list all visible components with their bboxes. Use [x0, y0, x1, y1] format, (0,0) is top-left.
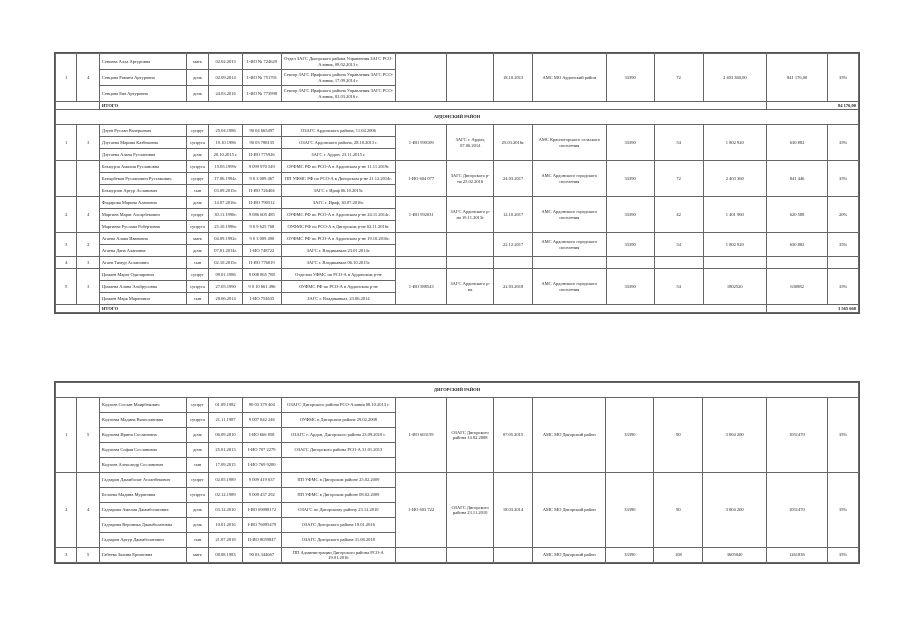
- member-relation: дочь: [186, 518, 208, 533]
- registry-office: [447, 548, 494, 563]
- member-issuer: ОЗАГС Дигорского района 31.08.2018: [281, 533, 395, 548]
- subsidy-percent: 35%: [828, 269, 859, 305]
- member-name: Габеева Залина Ерназовна: [99, 548, 186, 563]
- total-cost: 1802520: [703, 269, 766, 305]
- member-relation: дочь: [186, 503, 208, 518]
- member-document: I-ИО 707 2279: [242, 443, 281, 458]
- member-birthdate: 21.11.1987: [209, 413, 243, 428]
- subsidy-amount: 841 176,00: [766, 54, 827, 102]
- member-document: 1-ИО № 773998: [242, 86, 281, 102]
- total-cost: 1 802 920: [703, 233, 766, 257]
- member-name: Дзугаева Марина Казбековна: [99, 137, 186, 149]
- table-row: [56, 398, 859, 413]
- member-name: Кодзоева Мадина Вячеславовна: [99, 413, 186, 428]
- decision-date: 25.03.2016г.: [494, 125, 533, 161]
- price-per-sqm: 33390: [606, 197, 654, 233]
- member-name: Гадзарова Амелия Джамболатовна: [99, 503, 186, 518]
- row-index: 1: [56, 398, 77, 473]
- member-issuer: ЗАГС г. Владикавказ 23.01.2014г.: [281, 245, 395, 257]
- member-name: Белоева Мадина Муратовна: [99, 488, 186, 503]
- certificate-number: 1-ИО 590109: [396, 125, 447, 161]
- registry-office: ЗАГС Ардонского р-на: [447, 269, 494, 305]
- member-relation: супруга: [186, 488, 208, 503]
- authority-name: АМС МО Дигорский район: [532, 548, 606, 563]
- member-relation: супруга: [186, 221, 208, 233]
- member-relation: сын: [186, 293, 208, 305]
- authority-name: АМС Ардонского городского поселения: [533, 233, 607, 257]
- table-row: [56, 197, 859, 209]
- member-document: 90 03 344667: [242, 548, 281, 563]
- member-birthdate: 15.05.1999г: [209, 161, 243, 173]
- decision-date: 22.03.2018: [494, 269, 533, 305]
- registry-office: ЗАГС г. Ардон, 07.06.2014: [447, 125, 494, 161]
- price-per-sqm: 33390: [606, 473, 654, 548]
- member-document: I-ИО 69088172: [242, 503, 281, 518]
- family-size: 3: [77, 125, 99, 161]
- member-document: I-ИО 76095479: [242, 518, 281, 533]
- subsidy-amount: 841 446: [766, 161, 827, 197]
- member-relation: супруг: [186, 173, 208, 185]
- member-relation: мать: [186, 54, 208, 70]
- area-norm: 90: [654, 473, 703, 548]
- authority-name: [533, 257, 607, 269]
- table-row: [56, 54, 859, 70]
- member-issuer: Отделом УФМС по РСО-А в Ардонском р-не: [281, 269, 395, 281]
- member-issuer: ЗАГС г. Владикавказ, 23.06.2014: [281, 293, 395, 305]
- member-birthdate: 17.06.1994г.: [209, 173, 243, 185]
- member-name: Маргиева Руслана Робертовна: [99, 221, 186, 233]
- table-row: [56, 257, 859, 269]
- table-row: [56, 233, 859, 245]
- certificate-number: 1-ИО 603159: [396, 398, 447, 473]
- member-issuer: ОЗАГС Дигорского района РСО-А 31.01.2013: [281, 443, 395, 458]
- family-size: [77, 161, 99, 197]
- member-document: 9 008 865 788: [242, 269, 281, 281]
- member-relation: супруга: [186, 281, 208, 293]
- member-relation: супруга: [186, 413, 208, 428]
- total-label: ИТОГО: [99, 102, 766, 110]
- member-relation: дочь: [186, 443, 208, 458]
- member-document: 1-ИО № 724629: [242, 54, 281, 70]
- member-relation: мать: [186, 233, 208, 245]
- member-birthdate: 02.12.1989: [209, 488, 243, 503]
- certificate-number: 1-ИО 603 722: [396, 473, 447, 548]
- member-issuer: ЗАГС г. Ираф 06.10.2015г.: [281, 185, 395, 197]
- member-document: 9 009 437 292: [242, 488, 281, 503]
- member-relation: супруг: [186, 209, 208, 221]
- member-birthdate: 09.01.1986: [209, 269, 243, 281]
- member-relation: сын: [186, 458, 208, 473]
- area-norm: [654, 257, 703, 269]
- authority-name: АМС Ардонского городского поселения: [533, 269, 607, 305]
- authority-name: АМС МО Ардонский район: [533, 54, 607, 102]
- member-name: Цомаева Алана Эльбрусовна: [99, 281, 186, 293]
- member-name: Сенцова Рамита Артуровна: [99, 70, 186, 86]
- subsidy-percent: 35%: [828, 54, 859, 102]
- subsidy-percent: 35%: [828, 473, 859, 548]
- member-birthdate: 02.09.2014: [209, 70, 243, 86]
- row-index: 3: [56, 548, 77, 563]
- member-birthdate: 02.10.2015г.: [209, 257, 243, 269]
- member-document: 9 0 3 009 467: [242, 173, 281, 185]
- member-issuer: ОЗАГС по Дигорскому району 23.12.2010: [281, 503, 395, 518]
- price-per-sqm: 33390: [606, 54, 654, 102]
- table-row: [56, 125, 859, 137]
- member-issuer: [281, 458, 395, 473]
- total-cost: 3605040: [703, 548, 766, 563]
- price-per-sqm: 33390: [606, 161, 654, 197]
- member-name: Сеньева Алла Артуровна: [99, 54, 186, 70]
- member-relation: дочь: [186, 86, 208, 102]
- member-name: Гадзаров Артур Джамболатович: [99, 533, 186, 548]
- decision-date: 07.05.2015: [494, 398, 533, 473]
- member-relation: супруг: [186, 473, 208, 488]
- member-document: 9 0 10 661 496: [242, 281, 281, 293]
- family-size: 5: [77, 548, 99, 563]
- total-sum: 84 176,00: [766, 102, 858, 110]
- member-name: Кодзоев Александр Сосланович: [99, 458, 186, 473]
- member-name: Кодзоева Ирина Сослановна: [99, 428, 186, 443]
- member-birthdate: 01.09.1982: [209, 398, 243, 413]
- price-per-sqm: 33390: [606, 233, 654, 257]
- decision-date: 18.10.2013: [494, 54, 533, 102]
- member-document: 9 009 419 637: [242, 473, 281, 488]
- member-birthdate: 06.09.2010: [209, 428, 243, 443]
- member-issuer: ЗАГС г. Владикавказ 06.10.2015г.: [281, 257, 395, 269]
- row-index: 2: [56, 473, 77, 548]
- member-birthdate: 19.10.1986: [209, 137, 243, 149]
- member-issuer: ПП УФМС РФ по РСО-А в Дигорском р-не 21.12.2014г.: [281, 173, 395, 185]
- member-issuer: ЗАГС г. Ардон, 23.11.2015 г.: [281, 149, 395, 161]
- member-relation: супруг: [186, 269, 208, 281]
- member-name: Дзугаева Алана Руслановна: [99, 149, 186, 161]
- member-name: Бекмурза Амалия Руслановна: [99, 161, 186, 173]
- total-cost: 1 802 920: [703, 125, 766, 161]
- member-issuer: ОУФМС РФ по РСО-А в Ардонском р-не 11.11.2019г.: [281, 161, 395, 173]
- total-cost: 2 403 360: [703, 161, 766, 197]
- member-issuer: ЗАГС г. Ираф, 30.07.2016г.: [281, 197, 395, 209]
- member-document: II-ИО 775926: [242, 149, 281, 161]
- member-birthdate: 21.07.2018: [209, 533, 243, 548]
- member-issuer: ОУФМС РФ по РСО-А в Дигорском р-не 02.11.2016г.: [281, 221, 395, 233]
- member-relation: мать: [186, 548, 208, 563]
- row-index: 1: [56, 54, 77, 102]
- price-per-sqm: 33390: [606, 269, 654, 305]
- member-document: I-ИО 769 9200: [242, 458, 281, 473]
- subsidy-amount: 620 588: [766, 197, 827, 233]
- area-norm: 108: [654, 548, 703, 563]
- area-norm: 54: [654, 269, 703, 305]
- total-spacer: [56, 305, 100, 313]
- row-index: 4: [56, 257, 77, 269]
- decision-date: [494, 257, 533, 269]
- page-lower-table: [54, 381, 860, 564]
- subsidy-amount: 1051470: [766, 473, 827, 548]
- member-issuer: ОУФМС в Дигорском районе 29.02.2008: [281, 413, 395, 428]
- region-title: АРДОНСКИЙ РАЙОН: [56, 110, 859, 125]
- member-relation: дочь: [186, 70, 208, 86]
- member-document: 9 099 970 549: [242, 161, 281, 173]
- member-name: Бекмурзов Артур Асланович: [99, 185, 186, 197]
- member-issuer: ПП УФМС в Дигорском районе 08.02.2009: [281, 488, 395, 503]
- table-row: [56, 473, 859, 488]
- member-issuer: ОЗАГС Дигорского района 19.01.2016: [281, 518, 395, 533]
- member-relation: дочь: [186, 149, 208, 161]
- subsidy-amount: [766, 257, 827, 269]
- member-issuer: ОЗАГС Ардонского района, 11.04.2006: [281, 125, 395, 137]
- family-size: 3: [77, 269, 99, 305]
- authority-name: АМС МО Дигорский район: [532, 398, 606, 473]
- member-birthdate: 08.08.1983: [209, 548, 243, 563]
- subsidy-percent: [828, 257, 859, 269]
- member-relation: супруга: [186, 161, 208, 173]
- member-issuer: ПП Администрации Дигорского района РСО-А 29.01.2016: [281, 548, 395, 563]
- member-relation: сын: [186, 533, 208, 548]
- price-per-sqm: 33390: [606, 398, 654, 473]
- area-norm: 54: [654, 125, 703, 161]
- member-issuer: Отдел ЗАГС Дигорского района Управления ЗАГС РСО-Алания, 08.02.2013 г.: [281, 54, 395, 70]
- member-name: Маргиев Марат Ахсарбекович: [99, 209, 186, 221]
- member-birthdate: 03.09.2015г.: [209, 185, 243, 197]
- member-relation: сын: [186, 185, 208, 197]
- certificate-number: [396, 233, 447, 257]
- member-document: II-ИО 726404: [242, 185, 281, 197]
- registry-office: [447, 257, 494, 269]
- member-document: 9 0 9 625 768: [242, 221, 281, 233]
- member-relation: супруг: [186, 398, 208, 413]
- page-upper-table: [54, 52, 860, 314]
- member-birthdate: 04.09.1992г.: [209, 233, 243, 245]
- member-issuer: ОУФМС РФ по РСО-А в Ардонском р-не 19.10.2016г.: [281, 233, 395, 245]
- member-issuer: ОУФМС РФ по РСО-А в Ардонском р-не 24.11.2014г.: [281, 209, 395, 221]
- member-issuer: Сектор ЗАГС Ирафского района Управления ЗАГС РСО-Алания, 02.03.2016 г.: [281, 86, 395, 102]
- subsidy-percent: 35%: [828, 398, 859, 473]
- subsidy-amount: 1051470: [766, 398, 827, 473]
- member-document: 1-ИО № 751701: [242, 70, 281, 86]
- subsidy-amount: 630 882: [766, 125, 827, 161]
- member-name: Кодзоева София Сослановна: [99, 443, 186, 458]
- member-birthdate: 02.02.2013: [209, 54, 243, 70]
- member-document: 90 04 665497: [242, 125, 281, 137]
- member-issuer: ОЗАГС Ардонского района, 28.10.2013 г.: [281, 137, 395, 149]
- member-name: Гадзаров Джамболат Асланбекович: [99, 473, 186, 488]
- total-sum: 3 565 660: [766, 305, 858, 313]
- member-relation: дочь: [186, 245, 208, 257]
- member-document: 90 03 379 404: [242, 398, 281, 413]
- region-row: [56, 383, 859, 398]
- certificate-number: 1-ИО 592031: [396, 197, 447, 233]
- certificate-number: [396, 548, 447, 563]
- member-name: Батырбеков Русланович Рустамович: [99, 173, 186, 185]
- registry-office: ОЗАГС Дигорского района 14.02.2008: [447, 398, 494, 473]
- member-document: II-ИО 790512: [242, 197, 281, 209]
- member-birthdate: 25.01.2013: [209, 443, 243, 458]
- decision-date: 18.03.2014: [494, 473, 533, 548]
- row-index: 5: [56, 269, 77, 305]
- member-name: Цомаев Марат Одилярович: [99, 269, 186, 281]
- authority-name: АМС Красногорского сельского поселения: [533, 125, 607, 161]
- total-spacer: [56, 102, 100, 110]
- total-cost: 1 401 960: [703, 197, 766, 233]
- row-index: 2: [56, 197, 77, 233]
- member-name: Дзуев Руслан Валерьевич: [99, 125, 186, 137]
- authority-name: АМС Ардонского городского поселения: [533, 161, 607, 197]
- member-birthdate: 17.09.2015: [209, 458, 243, 473]
- family-size: 4: [77, 197, 99, 233]
- total-cost: 2 403 360,00: [703, 54, 766, 102]
- member-birthdate: 03.12.2010: [209, 503, 243, 518]
- subsidy-amount: 1261836: [766, 548, 827, 563]
- table-row: [56, 548, 859, 563]
- registry-office: ЗАГС Дигорского р-на 25.02.2016: [447, 161, 494, 197]
- total-row: [56, 305, 859, 313]
- member-relation: сын: [186, 257, 208, 269]
- member-name: Цомаев Марк Маратович: [99, 293, 186, 305]
- beneficiary-table-upper: [55, 53, 859, 313]
- subsidy-percent: 35%: [828, 548, 859, 563]
- member-birthdate: 07.01.2014г.: [209, 245, 243, 257]
- member-birthdate: 02.05.1989: [209, 473, 243, 488]
- member-document: 1-ИО 748722: [242, 245, 281, 257]
- subsidy-percent: 35%: [828, 233, 859, 257]
- table-row: [56, 161, 859, 173]
- member-name: Гадзарова Вероника Джамболатовна: [99, 518, 186, 533]
- member-name: Фидарова Марина Алановна: [99, 197, 186, 209]
- registry-office: [447, 54, 494, 102]
- subsidy-percent: 35%: [828, 161, 859, 197]
- certificate-number: [396, 257, 447, 269]
- member-birthdate: 24.03.2016: [209, 86, 243, 102]
- total-row: [56, 102, 859, 110]
- member-name: Кодзоев Сослан Маирбекович: [99, 398, 186, 413]
- row-index: [56, 161, 77, 197]
- price-per-sqm: 33390: [606, 548, 654, 563]
- member-issuer: ОЗАГС г. Ардон, Дигорского района 23.09.2010 г.: [281, 428, 395, 443]
- member-name: Агаева Дана Алановна: [99, 245, 186, 257]
- family-size: 3: [77, 257, 99, 269]
- member-issuer: Сектор ЗАГС Ирафского района Управления ЗАГС РСО-Алания, 17.09.2014 г.: [281, 70, 395, 86]
- total-cost: 3 004 200: [703, 398, 766, 473]
- subsidy-percent: 20%: [828, 197, 859, 233]
- total-label: ИТОГО: [99, 305, 766, 313]
- total-cost: [703, 257, 766, 269]
- member-birthdate: 20.10.2015 г.: [209, 149, 243, 161]
- member-name: Агаев Тимур Асланович: [99, 257, 186, 269]
- family-size: 4: [77, 473, 99, 548]
- member-issuer: ОУФМС РФ по РСО-А в Ардонском р-не: [281, 281, 395, 293]
- decision-date: 24.03.2017: [494, 161, 533, 197]
- member-relation: дочь: [186, 428, 208, 443]
- area-norm: 72: [654, 161, 703, 197]
- certificate-number: 1-ИО 604 077: [396, 161, 447, 197]
- price-per-sqm: 33390: [606, 125, 654, 161]
- region-title: ДИГОРСКИЙ РАЙОН: [56, 383, 859, 398]
- certificate-number: 1-ИО 588543: [396, 269, 447, 305]
- member-document: II-ИО 8059847: [242, 533, 281, 548]
- area-norm: 72: [654, 54, 703, 102]
- member-birthdate: 10.01.2016: [209, 518, 243, 533]
- member-birthdate: 20.06.2014: [209, 293, 243, 305]
- member-relation: супруга: [186, 137, 208, 149]
- subsidy-percent: 35%: [828, 125, 859, 161]
- subsidy-amount: 630 882: [766, 233, 827, 257]
- family-size: 2: [77, 233, 99, 257]
- member-issuer: ПП УФМС в Дигорском районе 25.02.2009: [281, 473, 395, 488]
- member-document: 1-ИО 754635: [242, 293, 281, 305]
- member-document: 9 086 605 485: [242, 209, 281, 221]
- member-birthdate: 14.07.2016г.: [209, 197, 243, 209]
- total-cost: 3 004 200: [703, 473, 766, 548]
- row-index: 3: [56, 233, 77, 257]
- certificate-number: [396, 54, 447, 102]
- member-document: 90 03 788135: [242, 137, 281, 149]
- registry-office: [447, 233, 494, 257]
- subsidy-amount: 630882: [766, 269, 827, 305]
- registry-office: ЗАГС Ардонского р-на 19.11.2013г: [447, 197, 494, 233]
- decision-date: 12.10.2017: [494, 197, 533, 233]
- member-document: 9 0 3 009 490: [242, 233, 281, 245]
- registry-office: ОЗАГС Дигорского района 23.11.2010: [447, 473, 494, 548]
- table-row: [56, 269, 859, 281]
- member-document: I-ИО 666 858: [242, 428, 281, 443]
- authority-name: АМС МО Дигорский район: [532, 473, 606, 548]
- member-name: Агаева Алана Ивановна: [99, 233, 186, 245]
- area-norm: 90: [654, 398, 703, 473]
- area-norm: 54: [654, 233, 703, 257]
- decision-date: [494, 548, 533, 563]
- member-document: 9 007 842 246: [242, 413, 281, 428]
- region-row: [56, 110, 859, 125]
- member-birthdate: 27.05.1990: [209, 281, 243, 293]
- beneficiary-table-lower: [55, 382, 859, 563]
- authority-name: АМС Ардонского городского поселения: [533, 197, 607, 233]
- member-issuer: ОЗАГС Дигорского района РСО-Алания 08.10.2013 г.: [281, 398, 395, 413]
- decision-date: 22.12.2017: [494, 233, 533, 257]
- member-birthdate: 30.11.1990г.: [209, 209, 243, 221]
- member-relation: дочь: [186, 197, 208, 209]
- area-norm: 42: [654, 197, 703, 233]
- family-size: 5: [77, 398, 99, 473]
- family-size: 4: [77, 54, 99, 102]
- price-per-sqm: [606, 257, 654, 269]
- member-document: II-ИО 776019: [242, 257, 281, 269]
- member-relation: супруг: [186, 125, 208, 137]
- member-birthdate: 25.04.1986: [209, 125, 243, 137]
- row-index: 1: [56, 125, 77, 161]
- member-birthdate: 25.10.1996г.: [209, 221, 243, 233]
- member-name: Сенцова Ева Артуровна: [99, 86, 186, 102]
